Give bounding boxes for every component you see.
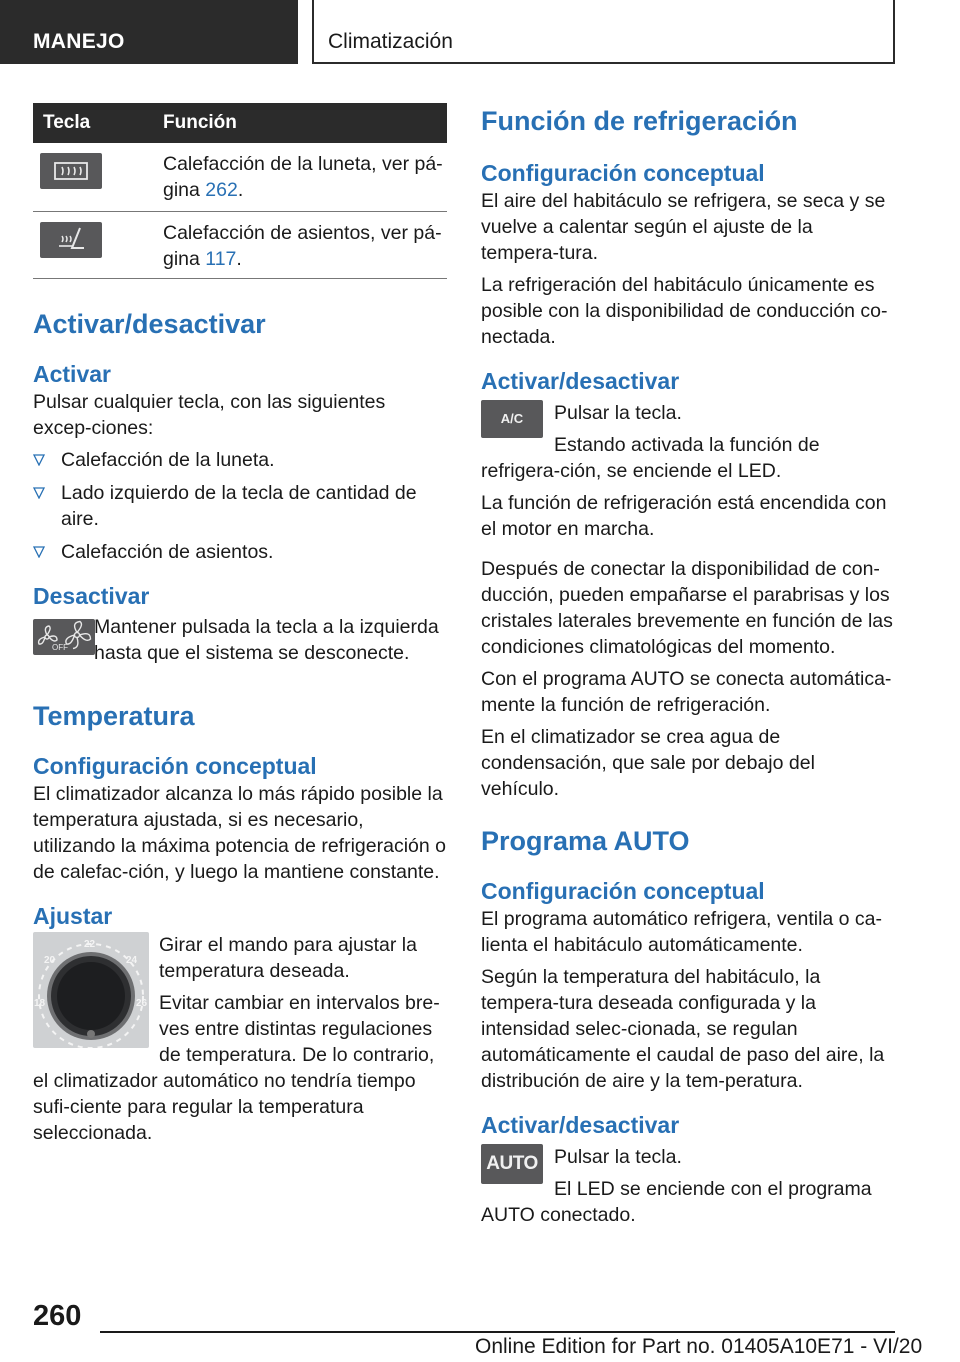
dial-label: 20 (44, 954, 56, 966)
footer-divider (100, 1331, 895, 1333)
auto-text-1: El programa automático refrigera, ventila o ca-lienta el habitáculo automáticamente. (481, 908, 883, 956)
fan-off-label: OFF (52, 642, 68, 652)
dial-label: 26 (136, 997, 148, 1009)
heading-configuracion-conceptual: Configuración conceptual (481, 160, 765, 186)
heading-configuracion-conceptual-2: Configuración conceptual (481, 878, 765, 904)
list-item: Lado izquierdo de la tecla de cantidad de aire. (33, 480, 447, 532)
temperature-dial-image (33, 932, 149, 1048)
heading-funcion-refrigeracion: Función de refrigeración (481, 106, 798, 136)
triangle-bullet-icon (33, 487, 45, 499)
right-column (481, 96, 895, 1234)
heading-activar-desactivar-2: Activar/desactivar (481, 1112, 680, 1138)
ac-text-3: La función de refrigeración está encendida con el motor en marcha. (481, 492, 887, 540)
heading-programa-auto: Programa AUTO (481, 826, 690, 856)
heading-desactivar: Desactivar (33, 582, 150, 609)
ac-text-4: Después de conectar la disponibilidad de con-ducción, pueden empañarse el parabrisas y los cristales laterales brevemente en función de las condiciones climatológicas del momento. (481, 558, 893, 658)
dial-label: 24 (126, 954, 138, 966)
dial-label: 18 (34, 997, 46, 1009)
table-header-function: Función (163, 103, 447, 143)
auto-text-4: El LED se enciende con el programa AUTO conectado. (481, 1178, 872, 1226)
rear-window-defrost-icon (40, 153, 102, 189)
heading-activar: Activar (33, 360, 111, 387)
section-title: MANEJO (33, 30, 125, 53)
refrig-text-2: La refrigeración del habitáculo únicamente es posible con la disponibilidad de conducción co-nectada. (481, 274, 888, 348)
list-item: Calefacción de la luneta. (33, 447, 447, 473)
heading-temperatura: Temperatura (33, 700, 195, 731)
table-header (33, 103, 447, 143)
table-header-key: Tecla (33, 103, 163, 143)
key-function-table (33, 103, 447, 279)
page-number: 260 (33, 1300, 82, 1332)
page-link[interactable]: 117 (205, 247, 237, 270)
ac-button-label: A/C (500, 411, 524, 426)
table-row (33, 211, 447, 278)
auto-button-label: AUTO (486, 1153, 538, 1174)
heading-activar-desactivar: Activar/desactivar (33, 308, 266, 339)
auto-button-icon (481, 1144, 543, 1184)
heading-activar-desactivar: Activar/desactivar (481, 368, 680, 394)
page-link[interactable]: 262 (205, 179, 238, 201)
ac-text-5: Con el programa AUTO se conecta automática-mente la función de refrigeración. (481, 668, 892, 716)
ac-button-icon (481, 400, 543, 438)
activar-text: Pulsar cualquier tecla, con las siguientes excep-ciones: (33, 390, 386, 439)
desactivar-text: Mantener pulsada la tecla a la izquierda hasta que el sistema se desconecte. (94, 615, 439, 664)
section-tab (0, 0, 298, 64)
seat-heating-icon (40, 222, 102, 258)
fan-off-button-icon (33, 619, 95, 655)
ac-text-2: Estando activada la función de refrigera-ción, se enciende el LED. (481, 434, 820, 482)
table-row-end: . (237, 179, 244, 201)
refrig-text-1: El aire del habitáculo se refrigera, se seca y se vuelve a calentar según el ajuste de la tempera-tura. (481, 190, 886, 264)
exceptions-list (33, 447, 447, 565)
chapter-tab (312, 0, 895, 64)
ac-text-1: Pulsar la tecla. (554, 402, 682, 424)
triangle-bullet-icon (33, 454, 45, 466)
triangle-bullet-icon (33, 546, 45, 558)
dial-label: 22 (84, 938, 96, 950)
table-row-text: Calefacción de asientos, ver pá-gina (163, 221, 442, 270)
footer-edition: Online Edition for Part no. 01405A10E71 - VI/20 (475, 1335, 923, 1358)
ajustar-text-1: Girar el mando para ajustar la temperatura deseada. (159, 933, 417, 982)
table-row (33, 143, 447, 211)
ajustar-text-2: Evitar cambiar en intervalos bre-ves entre distintas regulaciones de temperatura. De lo contrario, el climatizador automático no tendría tiempo sufi-ciente para regular la temperatura seleccionada. (33, 991, 440, 1144)
temperatura-text: El climatizador alcanza lo más rápido posible la temperatura ajustada, si es necesario, utilizando la máxima potencia de refrigeración o de calefac-ción, y luego la mantiene constante. (33, 782, 446, 883)
table-row-end: . (236, 247, 242, 270)
auto-text-3: Pulsar la tecla. (554, 1146, 682, 1168)
list-item: Calefacción de asientos. (33, 539, 447, 565)
table-row-text: Calefacción de la luneta, ver pá-gina (163, 153, 443, 201)
chapter-title: Climatización (328, 30, 453, 53)
heading-configuracion-conceptual: Configuración conceptual (33, 752, 317, 779)
ac-text-6: En el climatizador se crea agua de condensación, que sale por debajo del vehículo. (481, 726, 815, 800)
left-column (33, 103, 447, 1152)
heading-ajustar: Ajustar (33, 902, 113, 929)
auto-text-2: Según la temperatura del habitáculo, la tempera-tura deseada configurada y la intensidad selec-cionada, se regulan automáticamente el caudal de paso del aire, la distribución de aire y la tem-peratura. (481, 966, 885, 1092)
